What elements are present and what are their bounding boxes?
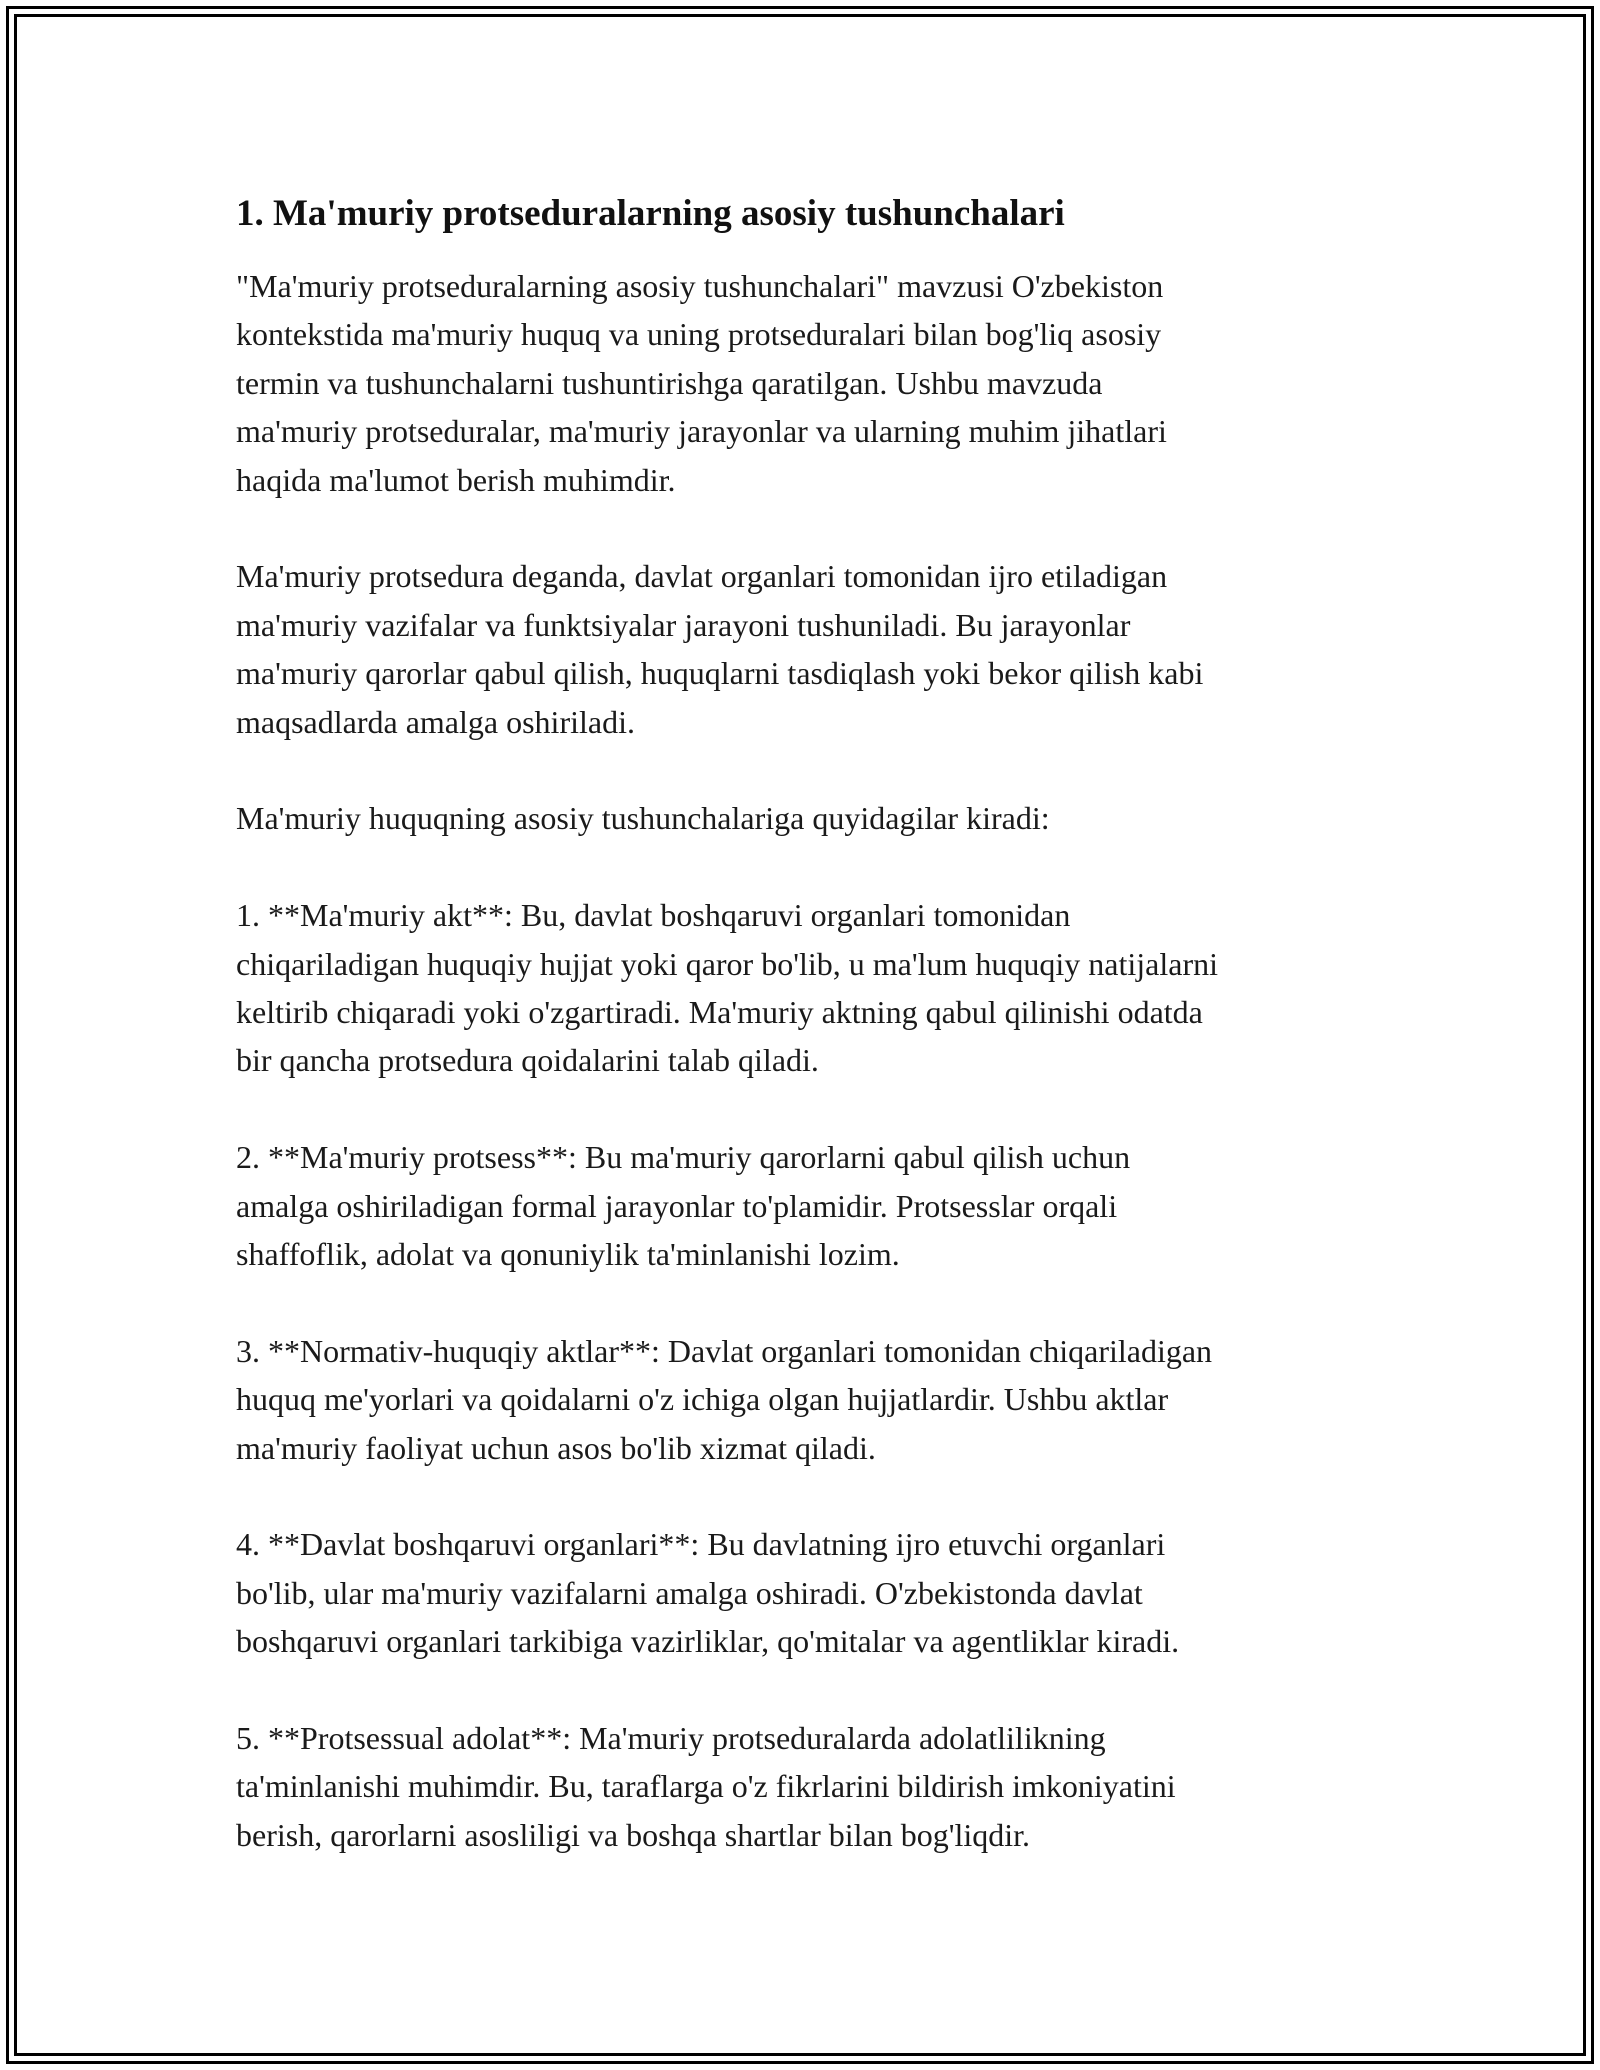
text-line: amalga oshiriladigan formal jarayonlar to'plamidir. Protsesslar orqali [236, 1187, 1118, 1224]
text-line: huquq me'yorlari va qoidalarni o'z ichiga olgan hujjatlardir. Ushbu aktlar [236, 1381, 1169, 1418]
text-line: kontekstida ma'muriy huquq va uning protseduralari bilan bog'liq asosiy [236, 316, 1162, 353]
paragraph [236, 552, 1386, 746]
text-line: ma'muriy vazifalar va funktsiyalar jarayoni tushuniladi. Bu jarayonlar [236, 606, 1131, 643]
text-line: ma'muriy qarorlar qabul qilish, huquqlarni tasdiqlash yoki bekor qilish kabi [236, 655, 1204, 692]
text-line: termin va tushunchalarni tushuntirishga qaratilgan. Ushbu mavzuda [236, 364, 1103, 401]
text-line: boshqaruvi organlari tarkibiga vazirliklar, qo'mitalar va agentliklar kiradi. [236, 1623, 1180, 1660]
paragraph [236, 1714, 1386, 1859]
text-line: "Ma'muriy protseduralarning asosiy tushunchalari" mavzusi O'zbekiston [236, 268, 1164, 304]
text-line: 3. **Normativ-huquqiy aktlar**: Davlat organlari tomonidan chiqariladigan [236, 1332, 1213, 1369]
text-line: ta'minlanishi muhimdir. Bu, taraflarga o'z fikrlarini bildirish imkoniyatini [236, 1768, 1176, 1805]
text-line: 1. **Ma'muriy akt**: Bu, davlat boshqaruvi organlari tomonidan [236, 897, 1071, 934]
text-line: haqida ma'lumot berish muhimdir. [236, 461, 676, 498]
text-line: keltirib chiqaradi yoki o'zgartiradi. Ma'muriy aktning qabul qilinishi odatda [236, 994, 1203, 1031]
text-line: maqsadlarda amalga oshiriladi. [236, 703, 635, 740]
paragraph [236, 262, 1386, 504]
text-line: ma'muriy protseduralar, ma'muriy jarayonlar va ularning muhim jihatlari [236, 413, 1167, 450]
document-body [236, 188, 1386, 1859]
text-line: chiqariladigan huquqiy hujjat yoki qaror bo'lib, u ma'lum huquqiy natijalarni [236, 945, 1218, 982]
text-line: ma'muriy faoliyat uchun asos bo'lib xizmat qiladi. [236, 1429, 876, 1466]
text-line: bo'lib, ular ma'muriy vazifalarni amalga oshiradi. O'zbekistonda davlat [236, 1574, 1143, 1611]
paragraph [236, 794, 1386, 842]
text-line: berish, qarorlarni asosliligi va boshqa shartlar bilan bog'liqdir. [236, 1816, 1031, 1853]
text-line: Ma'muriy protsedura deganda, davlat organlari tomonidan ijro etiladigan [236, 558, 1168, 595]
paragraph-list [236, 262, 1386, 1859]
paragraph [236, 1327, 1386, 1472]
paragraph [236, 1133, 1386, 1278]
text-line: Ma'muriy huquqning asosiy tushunchalariga quyidagilar kiradi: [236, 800, 1050, 837]
paragraph [236, 1520, 1386, 1665]
text-line: shaffoflik, adolat va qonuniylik ta'minlanishi lozim. [236, 1236, 900, 1273]
document-title: 1. Ma'muriy protseduralarning asosiy tushunchalari [236, 193, 1065, 234]
text-line: bir qancha protsedura qoidalarini talab qiladi. [236, 1042, 819, 1079]
paragraph [236, 891, 1386, 1085]
text-line: 5. **Protsessual adolat**: Ma'muriy protseduralarda adolatlilikning [236, 1720, 1106, 1757]
text-line: 4. **Davlat boshqaruvi organlari**: Bu davlatning ijro etuvchi organlari [236, 1526, 1166, 1563]
text-line: 2. **Ma'muriy protsess**: Bu ma'muriy qarorlarni qabul qilish uchun [236, 1139, 1131, 1176]
